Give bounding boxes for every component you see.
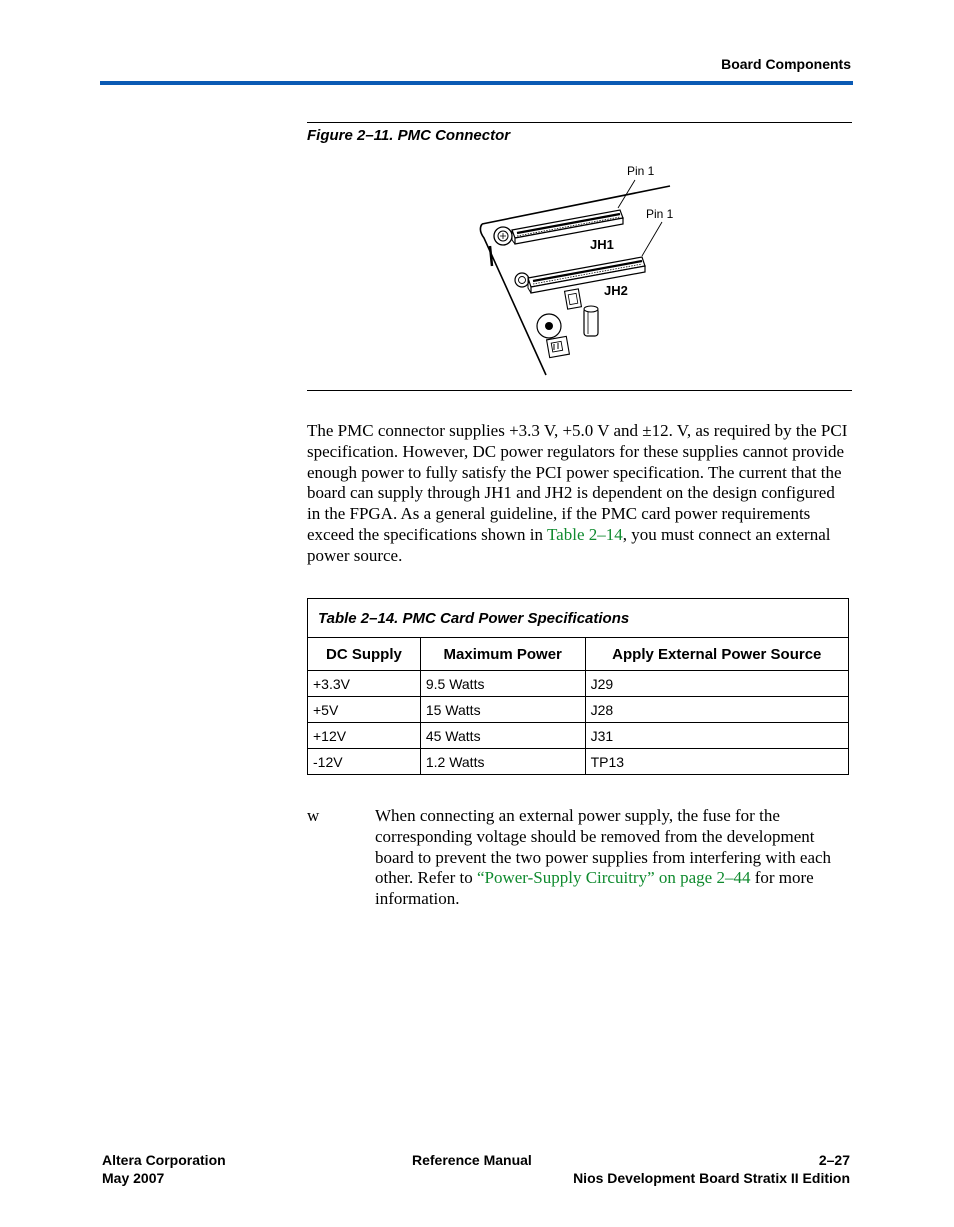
cell-maximum-power: 45 Watts xyxy=(420,723,585,749)
note-tail: for more information. xyxy=(375,868,814,909)
warning-note xyxy=(375,806,853,910)
footer-manual-title: Reference Manual xyxy=(412,1152,532,1168)
header-maximum-power: Maximum Power xyxy=(420,638,585,671)
power-supply-circuitry-link[interactable]: “Power-Supply Circuitry” on page 2–44 xyxy=(476,868,751,888)
pmc-connector-figure xyxy=(470,160,690,380)
cell-dc-supply: +12V xyxy=(308,723,421,749)
paragraph-text: The PMC connector supplies +3.3 V, +5.0 V and ±12. V, as required by the PCI specification. However, DC power regulators for these supplies cannot provide enough power to fully satisfy the PCI power specification. The current that the board can supply through JH1 and JH2 is dependent on the design configured in the FPGA. As a general guideline, if the PMC card power requirements exceed the specifications shown in xyxy=(307,421,848,544)
pin1-top-label: Pin 1 xyxy=(627,164,655,178)
cell-dc-supply: +5V xyxy=(308,697,421,723)
figure-top-rule xyxy=(307,122,852,123)
jh1-label: JH1 xyxy=(590,237,614,252)
footer-date: May 2007 xyxy=(102,1170,165,1186)
table-2-14-link[interactable]: Table 2–14 xyxy=(546,524,623,544)
cell-maximum-power: 1.2 Watts xyxy=(420,749,585,775)
pin1-bottom-label: Pin 1 xyxy=(646,207,674,221)
header-rule xyxy=(100,81,853,85)
cell-external-source: J31 xyxy=(585,723,848,749)
pmc-power-table xyxy=(307,598,849,775)
header-external-source: Apply External Power Source xyxy=(585,638,848,671)
note-text: When connecting an external power supply, the fuse for the corresponding voltage should be removed from the development board to prevent the two power supplies from interfering with each other. Refer to xyxy=(375,806,832,888)
section-title: Board Components xyxy=(721,56,851,72)
cell-external-source: TP13 xyxy=(585,749,848,775)
footer-center xyxy=(412,1151,532,1169)
cell-maximum-power: 9.5 Watts xyxy=(420,671,585,697)
header-dc-supply: DC Supply xyxy=(308,638,421,671)
table-row xyxy=(308,749,849,775)
body-paragraph xyxy=(307,421,852,567)
table-caption: Table 2–14. PMC Card Power Specifications xyxy=(308,599,849,638)
cell-maximum-power: 15 Watts xyxy=(420,697,585,723)
warning-icon: w xyxy=(307,806,320,825)
footer-edition: Nios Development Board Stratix II Edition xyxy=(573,1170,850,1186)
paragraph-tail: , you must connect an external power source. xyxy=(307,524,831,565)
table-header-row xyxy=(308,638,849,671)
jh2-label: JH2 xyxy=(604,283,628,298)
figure-caption: Figure 2–11. PMC Connector xyxy=(307,127,511,144)
footer-right xyxy=(573,1151,850,1187)
cell-dc-supply: +3.3V xyxy=(308,671,421,697)
figure-bottom-rule xyxy=(307,390,852,391)
cell-external-source: J28 xyxy=(585,697,848,723)
table-row xyxy=(308,697,849,723)
table-row xyxy=(308,671,849,697)
footer-page-number: 2–27 xyxy=(818,1152,850,1168)
table-row xyxy=(308,723,849,749)
cell-external-source: J29 xyxy=(585,671,848,697)
footer-company: Altera Corporation xyxy=(102,1152,226,1168)
footer-left xyxy=(102,1151,226,1187)
cell-dc-supply: -12V xyxy=(308,749,421,775)
